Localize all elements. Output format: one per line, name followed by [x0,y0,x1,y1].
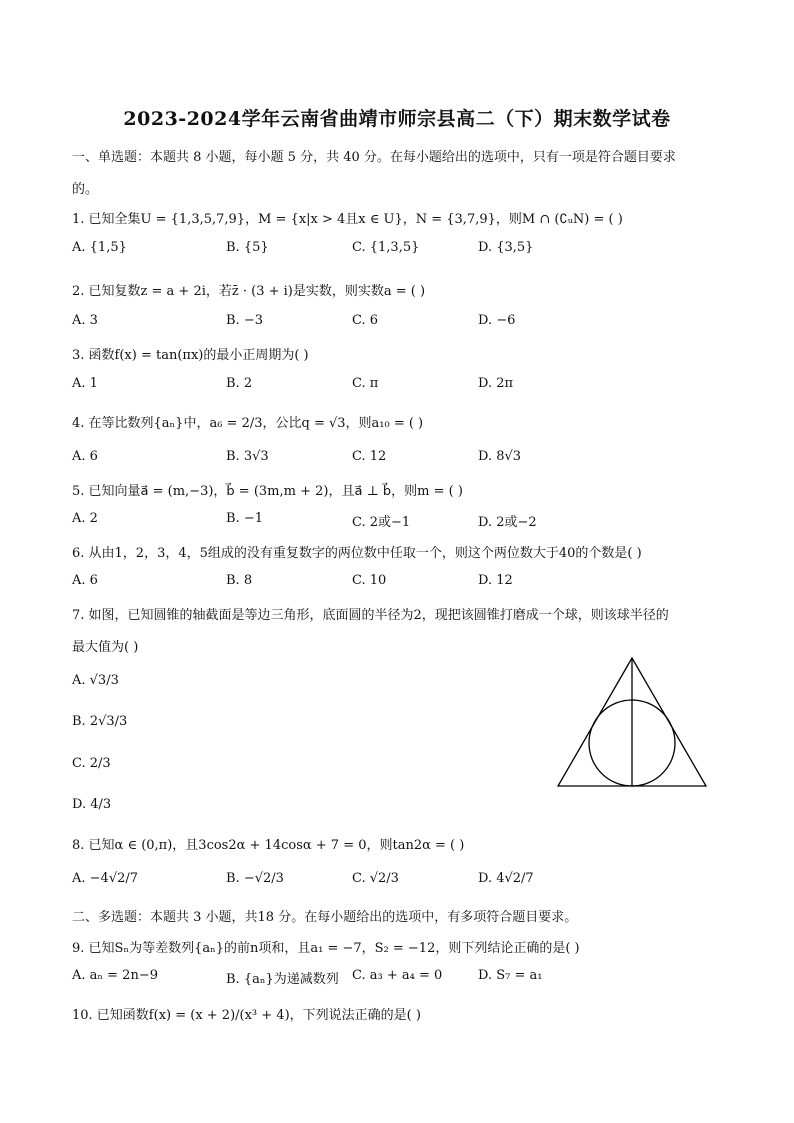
q2-option-c: C. 6 [352,313,379,328]
q5-option-b: B. −1 [226,511,263,526]
q3-option-c: C. π [352,376,379,391]
question-5-stem: 5. 已知向量a⃗ = (m,−3)，b⃗ = (3m,m + 2)，且a⃗ ⊥ b⃗，则m = ( ) [72,484,463,499]
q1-option-a: A. {1,5} [72,240,127,255]
section2-heading: 二、多选题：本题共 3 小题，共18 分。在每小题给出的选项中，有多项符合题目要求。 [72,910,578,925]
page-title: 2023-2024学年云南省曲靖市师宗县高二（下）期末数学试卷 [123,108,671,130]
q3-option-b: B. 2 [226,376,253,391]
q7-option-c: C. 2/3 [72,756,111,771]
question-2-stem: 2. 已知复数z = a + 2i，若z̄ · (3 + i)是实数，则实数a = ( ) [72,284,426,299]
section1-heading-cont: 的。 [72,182,99,197]
question-1-stem: 1. 已知全集U = {1,3,5,7,9}，M = {x|x > 4且x ∈ U}，N = {3,7,9}，则M ∩ (∁ᵤN) = ( ) [72,212,623,227]
q5-option-a: A. 2 [72,511,98,526]
q9-option-d: D. S₇ = a₁ [478,968,543,983]
q6-option-b: B. 8 [226,573,253,588]
q6-option-d: D. 12 [478,573,513,588]
q8-option-b: B. −√2/3 [226,871,284,886]
q8-option-d: D. 4√2/7 [478,871,534,886]
q1-option-d: D. {3,5} [478,240,534,255]
q2-option-d: D. −6 [478,313,516,328]
q3-option-a: A. 1 [72,376,98,391]
q3-option-d: D. 2π [478,376,514,391]
section1-heading: 一、单选题：本题共 8 小题，每小题 5 分，共 40 分。在每小题给出的选项中，只有一项是符合题目要求 [72,150,676,165]
q1-option-b: B. {5} [226,240,269,255]
q5-option-c: C. 2或−1 [352,515,411,530]
q6-option-a: A. 6 [72,573,98,588]
question-4-stem: 4. 在等比数列{aₙ}中，a₆ = 2/3，公比q = √3，则a₁₀ = ( ) [72,416,424,431]
q2-option-b: B. −3 [226,313,263,328]
q4-option-a: A. 6 [72,449,98,464]
q9-option-a: A. aₙ = 2n−9 [72,968,158,983]
q7-option-a: A. √3/3 [72,673,119,688]
q9-option-c: C. a₃ + a₄ = 0 [352,968,443,983]
q1-option-c: C. {1,3,5} [352,240,420,255]
q2-option-a: A. 3 [72,313,98,328]
question-3-stem: 3. 函数f(x) = tan(πx)的最小正周期为( ) [72,348,309,363]
q7-option-b: B. 2√3/3 [72,714,128,729]
q8-option-a: A. −4√2/7 [72,871,139,886]
q4-option-c: C. 12 [352,449,387,464]
q4-option-b: B. 3√3 [226,449,269,464]
question-6-stem: 6. 从由1，2，3，4，5组成的没有重复数字的两位数中任取一个，则这个两位数大于40的个数是( ) [72,546,642,561]
question-7-stem-cont: 最大值为( ) [72,640,139,655]
question-9-stem: 9. 已知Sₙ为等差数列{aₙ}的前n项和，且a₁ = −7，S₂ = −12，则下列结论正确的是( ) [72,941,580,956]
question-8-stem: 8. 已知α ∈ (0,π)，且3cos2α + 14cosα + 7 = 0，则tan2α = ( ) [72,838,465,853]
question-7-stem: 7. 如图，已知圆锥的轴截面是等边三角形，底面圆的半径为2，现把该圆锥打磨成一个球，则该球半径的 [72,608,669,623]
q7-option-d: D. 4/3 [72,797,112,812]
q6-option-c: C. 10 [352,573,387,588]
q8-option-c: C. √2/3 [352,871,399,886]
cone-cross-section-figure [556,656,708,788]
q5-option-d: D. 2或−2 [478,515,537,530]
q4-option-d: D. 8√3 [478,449,522,464]
q9-option-b: B. {aₙ}为递减数列 [226,972,339,987]
question-10-stem: 10. 已知函数f(x) = (x + 2)/(x³ + 4)，下列说法正确的是( ) [72,1008,421,1023]
